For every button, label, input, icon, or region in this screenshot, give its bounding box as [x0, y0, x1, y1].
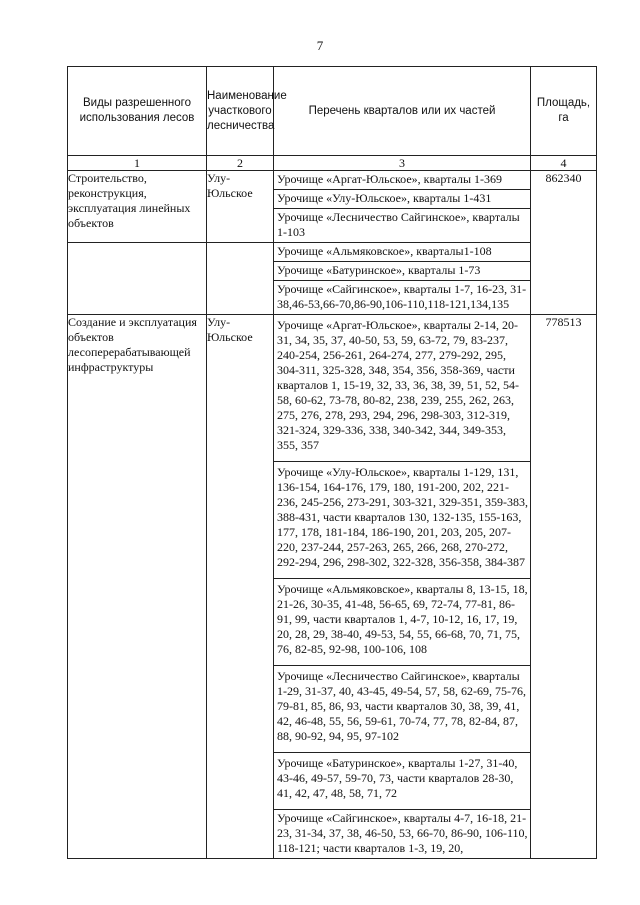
column-number: 2 [207, 156, 274, 171]
area-cell: 862340 [531, 171, 597, 315]
quarter-entry: Урочище «Альмяковское», кварталы 8, 13-15, 18, 21-26, 30-35, 41-48, 56-65, 69, 72-74, 77-81, 86-91, 99, части кварталов 1, 4-7, 10-12, 16, 17, 19, 20, 28, 29, 38-40, 49-53, 54, 55, 66-68, 70, 71, 75, 76, 82-85, 92-98, 100-106, 108 [274, 579, 530, 666]
table-header-row [68, 67, 597, 156]
quarter-entry: Урочище «Альмяковское», кварталы1-108 [274, 243, 530, 262]
forestry-cell: Улу-Юльское [207, 315, 274, 859]
table-row [68, 315, 597, 859]
empty-cell [207, 243, 274, 315]
forestry-cell: Улу-Юльское [207, 171, 274, 243]
forest-use-table [67, 66, 597, 859]
quarter-entry: Урочище «Улу-Юльское», кварталы 1-431 [274, 190, 530, 209]
quarter-entry: Урочище «Сайгинское», кварталы 1-7, 16-23, 31-38,46-53,66-70,86-90,106-110,118-121,134,135 [277, 282, 527, 311]
quarter-entry: Урочище «Сайгинское», кварталы 4-7, 16-18, 21-23, 31-34, 37, 38, 46-50, 53, 66-70, 86-90, 106-110, 118-121; части кварталов 1-3, 19, 20, [277, 811, 528, 855]
quarter-entry: Урочище «Батуринское», кварталы 1-27, 31-40, 43-46, 49-57, 59-70, 73, части кварталов 28-30, 41, 42, 47, 48, 58, 71, 72 [274, 753, 530, 810]
use-type-cell: Строительство, реконструкция, эксплуатация линейных объектов [68, 171, 207, 243]
header-use-type: Виды разрешенного использования лесов [68, 67, 207, 156]
page-number: 7 [316, 38, 324, 53]
use-type-cell: Создание и эксплуатация объектов лесоперерабатывающей инфраструктуры [68, 315, 207, 859]
table-row [68, 171, 597, 243]
column-number: 3 [274, 156, 531, 171]
table-row [68, 243, 597, 315]
header-forestry: Наименование участкового лесничества [207, 67, 274, 156]
quarter-entry: Урочище «Улу-Юльское», кварталы 1-129, 131, 136-154, 164-176, 179, 180, 191-200, 202, 221-236, 245-256, 273-291, 303-321, 329-351, 359-383, 388-431, части кварталов 130, 132-135, 155-163, 177, 178, 181-184, 186-190, 201, 203, 205, 207-220, 237-244, 257-263, 265, 266, 268, 270-272, 292-294, 296, 298-302, 322-328, 356-358, 384-387 [274, 462, 530, 579]
column-number: 4 [531, 156, 597, 171]
header-quarters: Перечень кварталов или их частей [274, 67, 531, 156]
empty-cell [68, 243, 207, 315]
quarters-cell [274, 315, 531, 859]
quarter-entry: Урочище «Лесничество Сайгинское», кварталы 1-29, 31-37, 40, 43-45, 49-54, 57, 58, 62-69, 75-76, 79-81, 85, 86, 93, части кварталов 30, 38, 39, 41, 42, 46-48, 55, 56, 59-61, 70-74, 77, 78, 82-84, 87, 88, 90-92, 94, 95, 97-102 [274, 666, 530, 753]
column-number: 1 [68, 156, 207, 171]
quarter-entry: Урочище «Аргат-Юльское», кварталы 2-14, 20-31, 34, 35, 37, 40-50, 53, 59, 63-72, 79, 83-237, 240-254, 256-261, 264-274, 277, 279-292, 295, 304-311, 325-328, 348, 354, 356, 358-369, части кварталов 1, 15-19, 32, 33, 36, 38, 39, 51, 52, 54-58, 60-62, 73-78, 80-82, 238, 239, 255, 262, 263, 275, 276, 278, 293, 294, 296, 298-303, 312-319, 321-324, 329-336, 338, 340-342, 344, 349-353, 355, 357 [274, 315, 530, 462]
quarters-cell [274, 171, 531, 243]
quarters-cell [274, 243, 531, 315]
quarter-entry: Урочище «Батуринское», кварталы 1-73 [274, 262, 530, 281]
column-number-row [68, 156, 597, 171]
quarter-entry: Урочище «Лесничество Сайгинское», кварталы 1-103 [277, 210, 520, 239]
area-cell: 778513 [531, 315, 597, 859]
header-area: Площадь, га [531, 67, 597, 156]
quarter-entry: Урочище «Аргат-Юльское», кварталы 1-369 [274, 171, 530, 190]
